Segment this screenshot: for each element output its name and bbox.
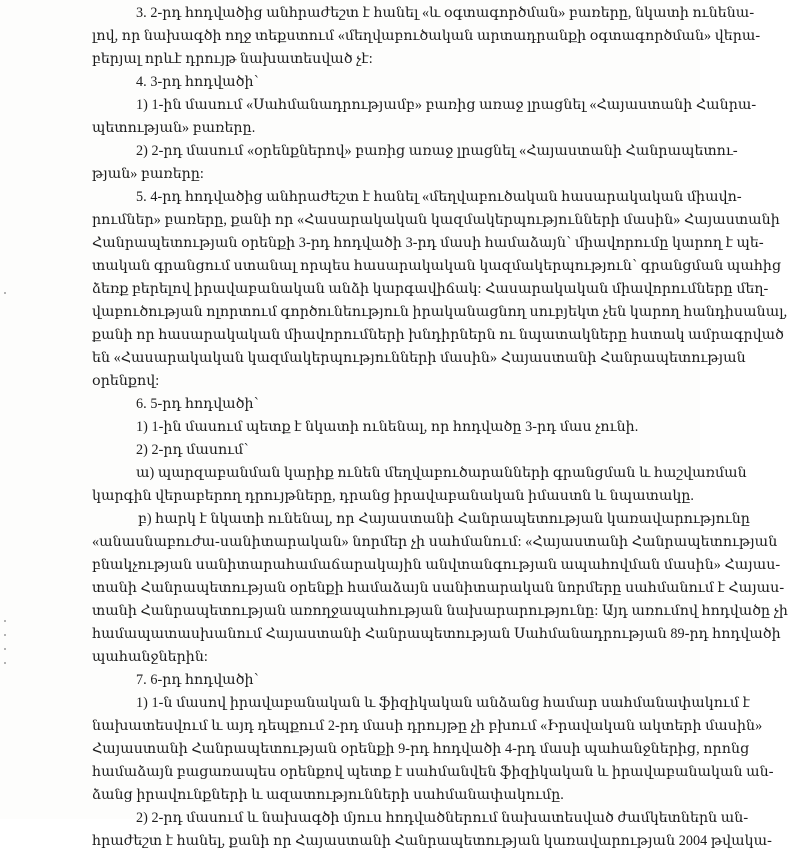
text-line: պահանջներին: [92, 649, 208, 665]
text-line: 2) 2-րդ մասում «օրենքներով» բառից առաջ լրացնել «Հայաստանի Հանրապետու- [136, 143, 738, 159]
text-line: 7. 6-րդ հոդվածի՝ [136, 672, 259, 688]
text-line: Հանրապետության օրենքի 3-րդ հոդվածի 3-րդ մասի համաձայն՝ միավորումը կարող է պե- [92, 235, 764, 251]
scan-speck [4, 662, 6, 664]
text-line: տանի Հանրապետության օրենքի համաձայն սանիտարական նորմերը սահմանում է Հայաս- [92, 580, 785, 596]
text-line: համապատասխանում Հայաստանի Հանրապետության Սահմանադրության 89-րդ հոդվածի [92, 626, 781, 642]
text-line: 2) 2-րդ մասում՝ [136, 442, 249, 458]
text-line: կարգին վերաբերող դրույթները, դրանց իրավաբանական իմաստն և նպատակը. [92, 488, 695, 504]
scan-speck [4, 620, 6, 622]
text-line: րումներ» բառերը, քանի որ «Հասարակական կազմակերպությունների մասին» Հայաստանի [92, 212, 780, 228]
text-line: համաձայն բացառապես օրենքով պետք է սահմանվեն ֆիզիկական և իրավաբանական ան- [92, 764, 774, 780]
text-line: տանի Հանրապետության առողջապահության նախարարությունը: Այդ առումով հոդվածը չի [92, 603, 788, 619]
text-line: բ) հարկ է նկատի ունենալ, որ Հայաստանի Հանրապետության կառավարությունը [138, 511, 750, 527]
text-line: «անասնաբուժա-սանիտարական» նորմեր չի սահմանում: «Հայաստանի Հանրապետության [92, 534, 778, 550]
text-line: տական գրանցում ստանալ որպես հասարակական կազմակերպություն՝ գրանցման պահից [92, 258, 782, 274]
text-line: լով, որ նախագծի ողջ տեքստում «մեղվաբուծական արտադրանքի օգտագործման» վերա- [92, 28, 761, 44]
text-line: 6. 5-րդ հոդվածի՝ [136, 396, 259, 412]
text-line: քանի որ հասարակական միավորումների խնդիրներն ու նպատակները հստակ ամրագրված [92, 327, 784, 343]
text-line: են «Հասարակական կազմակերպությունների մասին» Հայաստանի Հանրապետության [92, 350, 746, 366]
text-line: 1) 1-ն մասով իրավաբանական և ֆիզիկական անձանց համար սահմանափակում է [136, 695, 750, 711]
text-line: 4. 3-րդ հոդվածի՝ [136, 74, 259, 90]
text-line: վաբուծության ոլորտում գործունեություն իրականացնող սուբյեկտ չեն կարող հանդիսանալ, [92, 304, 788, 320]
text-line: հրաժեշտ է հանել, քանի որ Հայաստանի Հանրապետության կառավարության 2004 թվակա- [92, 833, 772, 849]
text-line: պետության» բառերը. [92, 120, 256, 136]
text-line: ձեռք բերելով իրավաբանական անձի կարգավիճակ: Հասարակական միավորումները մեղ- [92, 281, 769, 297]
text-line: օրենքով: [92, 373, 160, 389]
text-line: նախատեսվում և այդ դեպքում 2-րդ մասի դրույթը չի բխում «Իրավական ակտերի մասին» [92, 718, 763, 734]
text-line: բնակչության սանիտարահամաճարակային անվտանգության ապահովման մասին» Հայաս- [92, 557, 781, 573]
text-line: Հայաստանի Հանրապետության օրենքի 9-րդ հոդվածի 4-րդ մասի պահանջներից, որոնց [92, 741, 750, 757]
text-line: բերյալ որևէ դրույթ նախատեսված չէ: [92, 51, 373, 67]
scan-speck [4, 648, 6, 650]
text-line: 3. 2-րդ հոդվածից անհրաժեշտ է հանել «և օգտագործման» բառերը, նկատի ունենա- [136, 5, 755, 21]
text-line: 1) 1-ին մասում պետք է նկատի ունենալ, որ հոդվածը 3-րդ մաս չունի. [136, 419, 639, 435]
text-line: թյան» բառերը: [92, 166, 204, 182]
text-line: 5. 4-րդ հոդվածից անհրաժեշտ է հանել «մեղվաբուծական հասարակական միավո- [136, 189, 742, 205]
text-line: ձանց իրավունքների և ազատությունների սահմանափակումը. [92, 787, 564, 803]
scan-speck [4, 292, 6, 294]
text-line: 2) 2-րդ մասում և նախագծի մյուս հոդվածներում նախատեսված ժամկետներն ան- [136, 810, 749, 826]
text-line: 1) 1-ին մասում «Սահմանադրությամբ» բառից առաջ լրացնել «Հայաստանի Հանրա- [136, 97, 757, 113]
text-line: ա) պարզաբանման կարիք ունեն մեղվաբուծարանների գրանցման և հաշվառման [136, 465, 747, 481]
scan-speck [4, 634, 6, 636]
